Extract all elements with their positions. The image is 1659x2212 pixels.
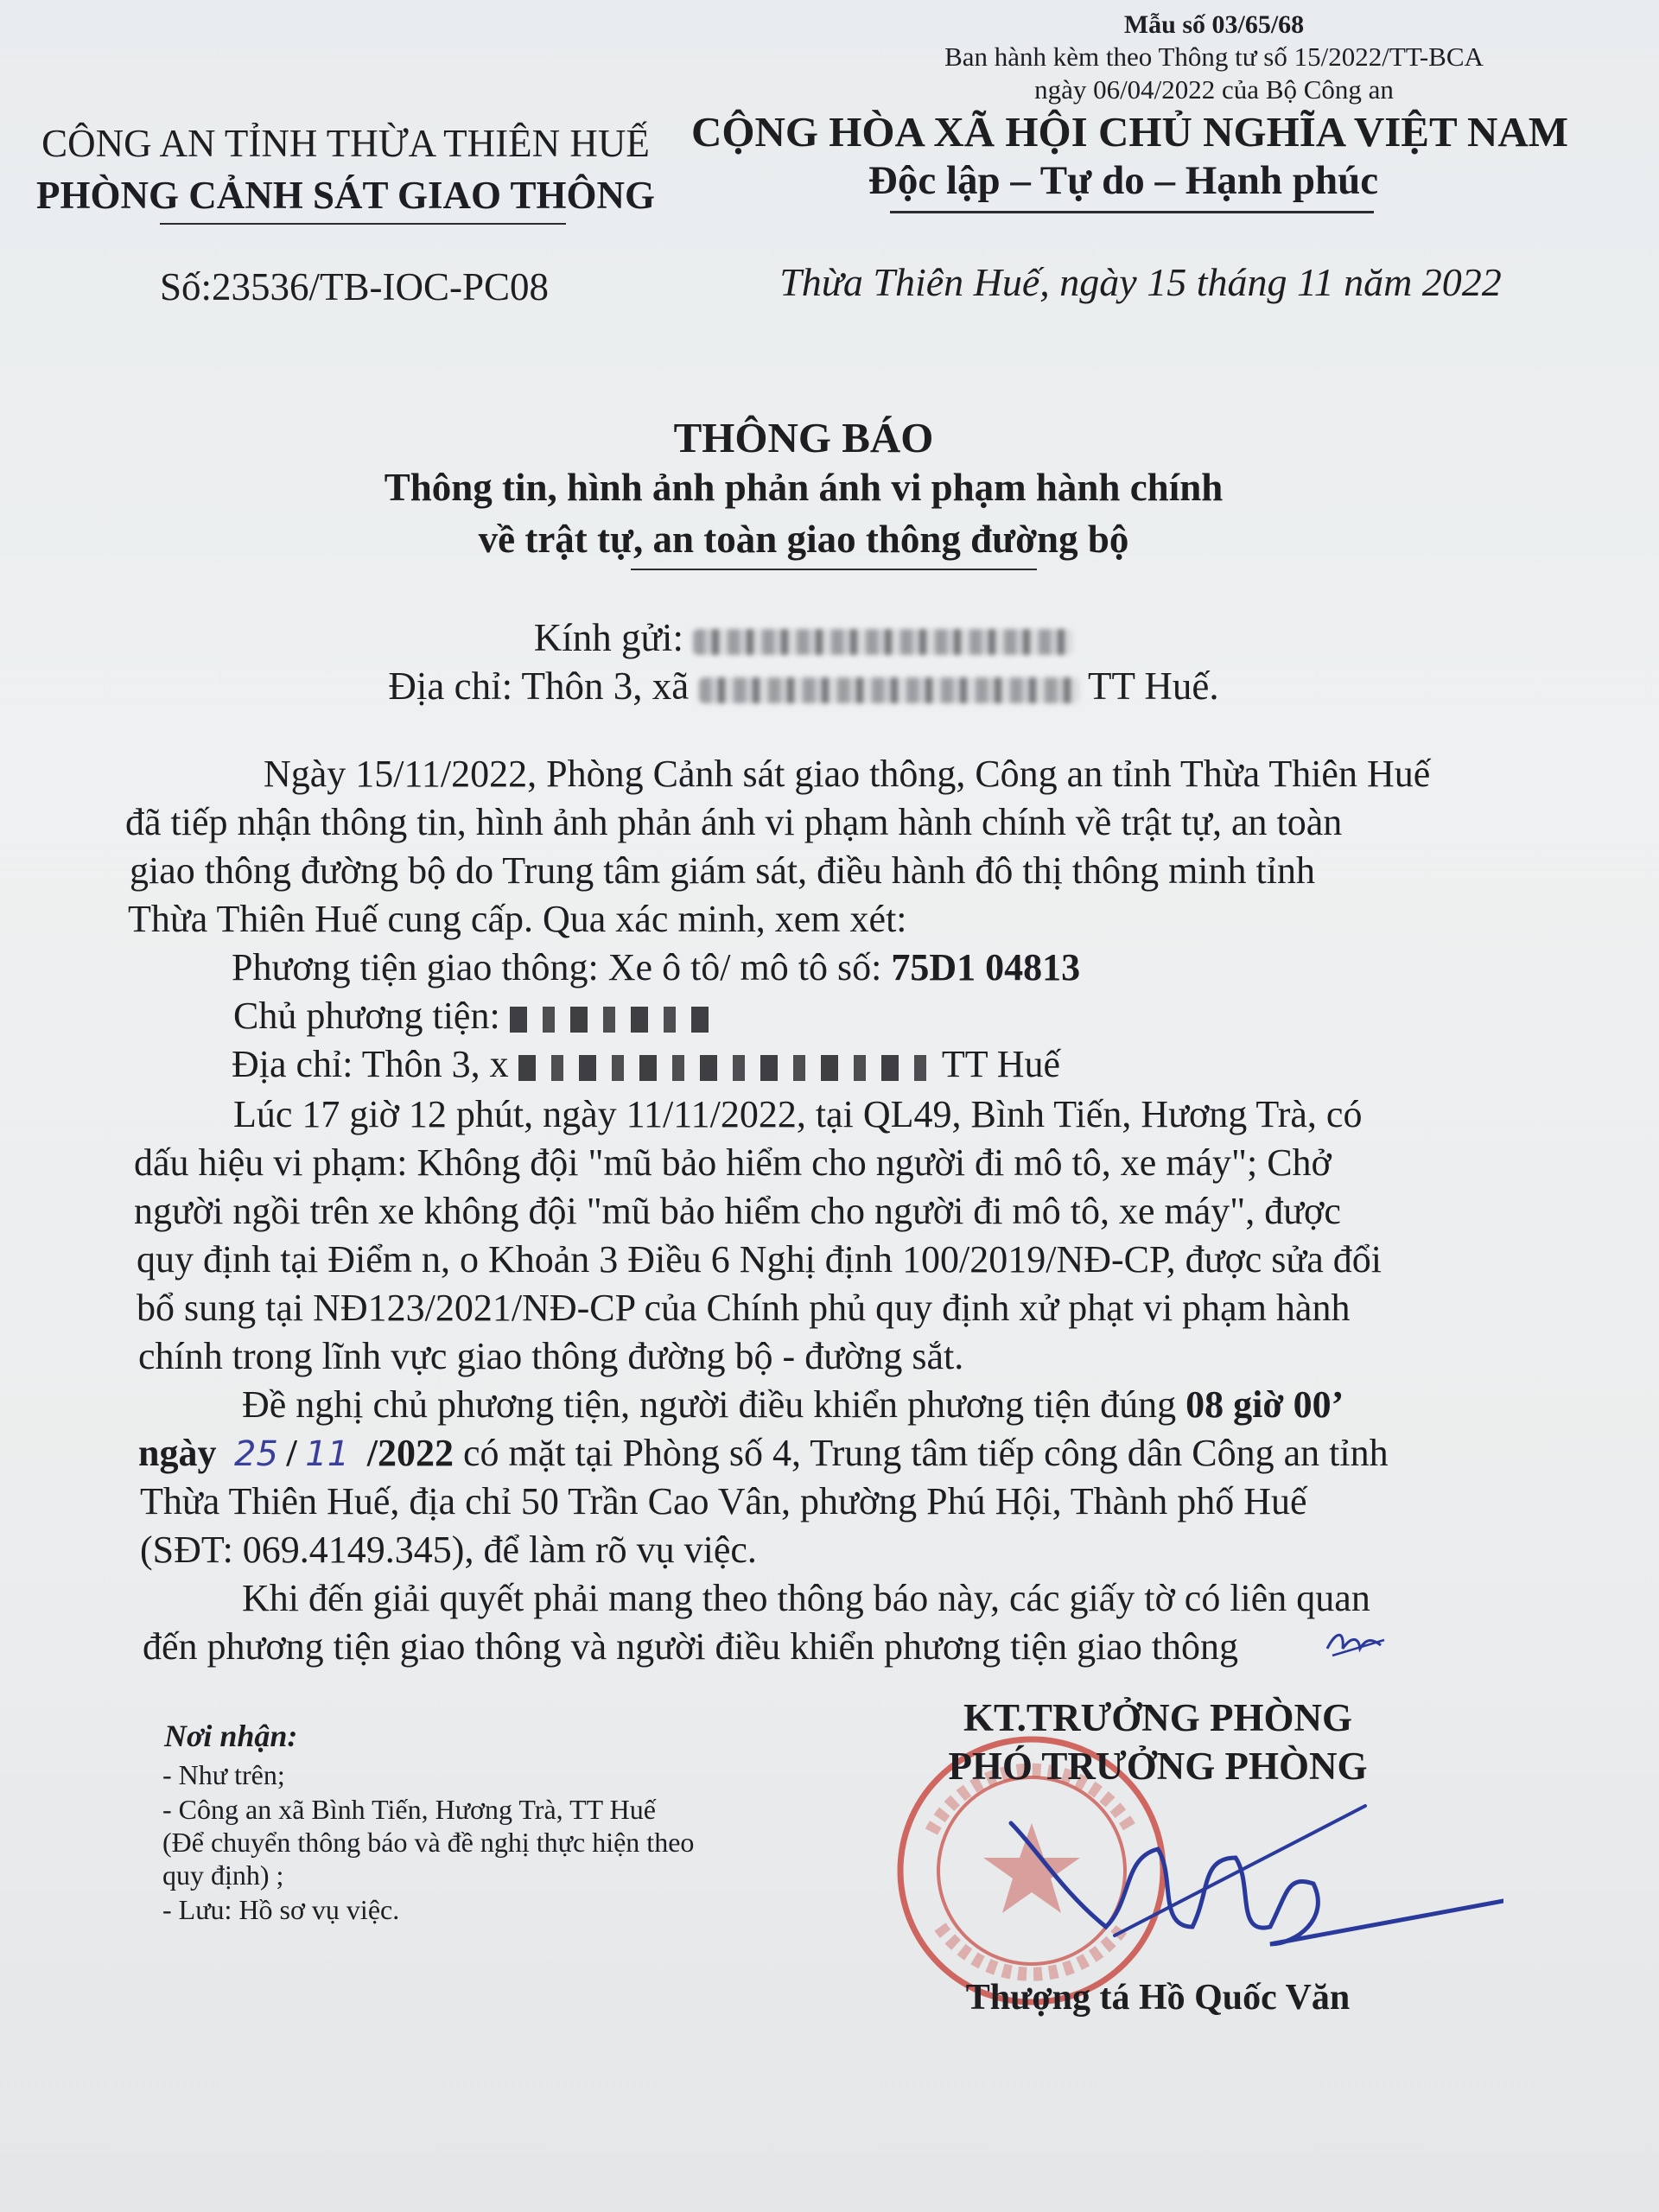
para1-line4: Thừa Thiên Huế cung cấp. Qua xác minh, xem xét: (128, 898, 907, 940)
redacted-address (699, 677, 1079, 703)
signature-title-2: PHÓ TRƯỞNG PHÒNG (948, 1745, 1368, 1788)
request-line1 (242, 1381, 1344, 1429)
recipient-item: - Lưu: Hồ sơ vụ việc. (162, 1894, 400, 1925)
form-number: Mẫu số 03/65/68 (1123, 10, 1305, 39)
doc-title: THÔNG BÁO (673, 414, 934, 461)
place-date: Thừa Thiên Huế, ngày 15 tháng 11 năm 2022 (779, 260, 1502, 304)
motto-underline (890, 211, 1374, 213)
para1-line2: đã tiếp nhận thông tin, hình ảnh phản ánh vi phạm hành chính về trật tự, an toàn (125, 801, 1343, 843)
para1-line3: giao thông đường bộ do Trung tâm giám sát, điều hành đô thị thông minh tỉnh (130, 849, 1315, 892)
agency-name: PHÒNG CẢNH SÁT GIAO THÔNG (36, 174, 655, 217)
recipients-title: Nơi nhận: (164, 1719, 298, 1753)
request-ngay: ngày (138, 1432, 217, 1474)
doc-subtitle-2: về trật tự, an toàn giao thông đường bộ (478, 518, 1129, 561)
recipient-item: quy định) ; (162, 1859, 284, 1891)
document-number: Số:23536/TB-IOC-PC08 (159, 265, 550, 308)
request-time: 08 giờ 00’ (1185, 1383, 1344, 1426)
vehicle-line (232, 944, 1080, 992)
violation-line2: dấu hiệu vi phạm: Không đội "mũ bảo hiểm cho người đi mô tô, xe máy"; Chở (134, 1141, 1332, 1184)
signature-title-1: KT.TRƯỞNG PHÒNG (963, 1696, 1352, 1739)
request-line4: (SĐT: 069.4149.345), để làm rõ vụ việc. (140, 1529, 757, 1571)
request-text-a: Đề nghị chủ phương tiện, người điều khiển phương tiện đúng (242, 1383, 1177, 1426)
owner-label: Chủ phương tiện: (233, 995, 500, 1037)
owner-address-line (232, 1040, 1060, 1089)
agency-parent: CÔNG AN TỈNH THỪA THIÊN HUẾ (41, 122, 650, 165)
address-suffix: TT Huế. (1087, 664, 1219, 708)
subtitle-underline (631, 569, 1037, 570)
agency-underline (160, 223, 566, 225)
recipient-line (0, 615, 1607, 660)
form-issued-by: Ban hành kèm theo Thông tư số 15/2022/TT-BCA (944, 41, 1484, 72)
closing-line2: đến phương tiện giao thông và người điều khiển phương tiện giao thông (143, 1625, 1239, 1668)
para1-line1: Ngày 15/11/2022, Phòng Cảnh sát giao thông, Công an tỉnh Thừa Thiên Huế (264, 753, 1431, 795)
owner-address-prefix: Địa chỉ: Thôn 3, x (232, 1043, 509, 1085)
signer-name: Thượng tá Hồ Quốc Văn (965, 1978, 1351, 2018)
recipient-address (0, 664, 1607, 709)
form-issued-date: ngày 06/04/2022 của Bộ Công an (1034, 74, 1394, 105)
owner-address-suffix: TT Huế (941, 1043, 1061, 1085)
address-prefix: Địa chỉ: Thôn 3, xã (388, 664, 690, 708)
recipient-item: - Công an xã Bình Tiến, Hương Trà, TT Huế (162, 1794, 656, 1825)
redacted-owner-name (510, 1007, 709, 1033)
closing-line1: Khi đến giải quyết phải mang theo thông báo này, các giấy tờ có liên quan (242, 1577, 1370, 1619)
violation-line5: bổ sung tại NĐ123/2021/NĐ-CP của Chính phủ quy định xử phạt vi phạm hành (137, 1287, 1351, 1329)
plate-number: 75D1 04813 (891, 946, 1081, 988)
doc-subtitle-1: Thông tin, hình ảnh phản ánh vi phạm hành chính (384, 466, 1224, 509)
request-place: có mặt tại Phòng số 4, Trung tâm tiếp công dân Công an tỉnh (462, 1432, 1389, 1474)
request-line2: ngày 25 / 11 /2022 có mặt tại Phòng số 4, Trung tâm tiếp công dân Công an tỉnh (138, 1429, 1389, 1478)
handwritten-month: 11 (305, 1434, 350, 1474)
national-motto: Độc lập – Tự do – Hạnh phúc (868, 158, 1379, 203)
request-year: /2022 (366, 1432, 454, 1474)
handwritten-signature-icon (985, 1797, 1503, 1987)
recipient-item: - Như trên; (162, 1759, 285, 1790)
violation-line6: chính trong lĩnh vực giao thông đường bộ - đường sắt. (138, 1335, 964, 1377)
redacted-owner-address (518, 1055, 933, 1081)
violation-line1: Lúc 17 giờ 12 phút, ngày 11/11/2022, tại QL49, Bình Tiến, Hương Trà, có (233, 1093, 1363, 1135)
national-title: CỘNG HÒA XÃ HỘI CHỦ NGHĨA VIỆT NAM (691, 108, 1569, 156)
handwritten-day: 25 (234, 1434, 278, 1474)
recipient-item: (Để chuyển thông báo và đề nghị thực hiện theo (162, 1827, 695, 1858)
violation-line3: người ngồi trên xe không đội "mũ bảo hiểm cho người đi mô tô, xe máy", được (134, 1190, 1341, 1232)
owner-line (233, 992, 709, 1040)
redacted-recipient-name (693, 629, 1073, 655)
violation-line4: quy định tại Điểm n, o Khoản 3 Điều 6 Nghị định 100/2019/NĐ-CP, được sửa đổi (137, 1238, 1382, 1281)
request-line3: Thừa Thiên Huế, địa chỉ 50 Trần Cao Vân, phường Phú Hội, Thành phố Huế (140, 1480, 1307, 1522)
kinh-gui-label: Kính gửi: (533, 616, 683, 659)
vehicle-label: Phương tiện giao thông: Xe ô tô/ mô tô số: (232, 946, 882, 988)
